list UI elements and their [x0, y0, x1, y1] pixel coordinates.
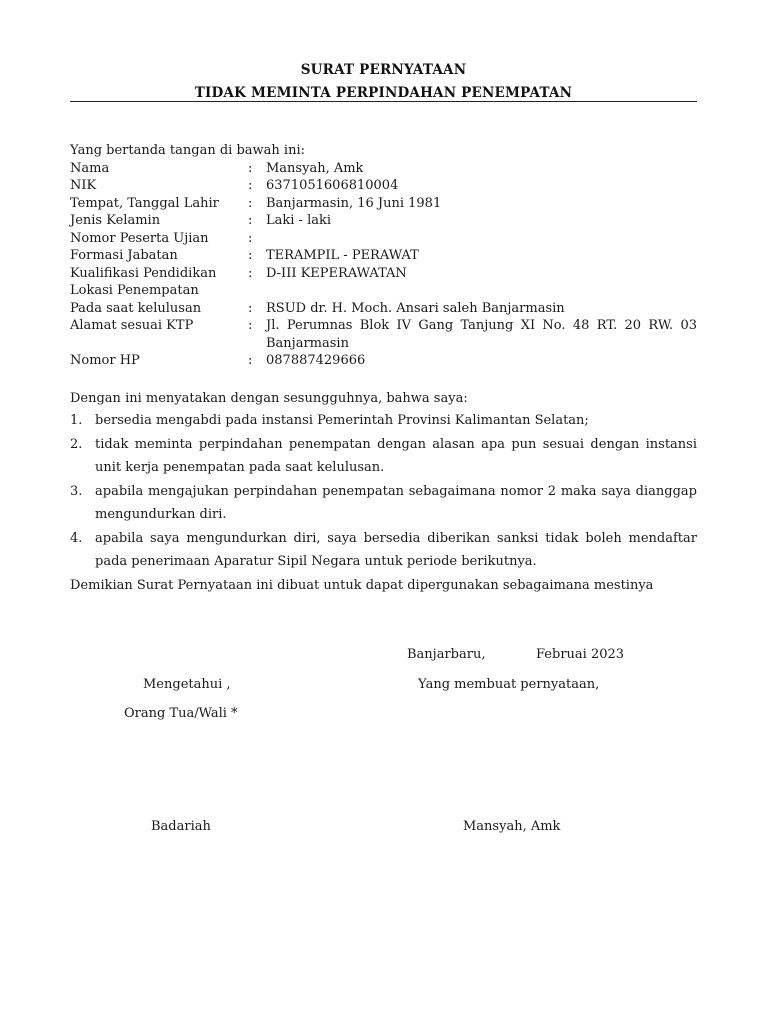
identity-row [70, 265, 697, 283]
identity-colon: : [248, 300, 253, 316]
identity-colon: : [248, 230, 253, 246]
identity-value [266, 282, 697, 300]
identity-value: RSUD dr. H. Moch. Ansari saleh Banjarmasin [266, 300, 565, 316]
identity-colon: : [248, 178, 253, 193]
identity-label: Jenis Kelamin [70, 213, 161, 228]
list-item-text: tidak meminta perpindahan penempatan dengan alasan apa pun sesuai dengan instansi unit kerja penempatan pada saat kelulusan. [95, 436, 697, 475]
declarant-heading: Yang membuat pernyataan, [418, 677, 600, 692]
acknowledged-heading: Mengetahui , [143, 677, 231, 692]
identity-label: Lokasi Penempatan [70, 283, 199, 298]
identity-label: Pada saat kelulusan [70, 300, 202, 316]
identity-colon: : [248, 248, 253, 263]
identity-row [70, 247, 697, 265]
identity-value [266, 230, 697, 248]
list-item-number: 2. [70, 436, 83, 452]
signature-place: Banjarbaru, [407, 647, 486, 662]
closing-paragraph: Demikian Surat Pernyataan ini dibuat untuk dapat dipergunakan sebagaimana mestinya [70, 578, 654, 593]
identity-value: Banjarmasin, 16 Juni 1981 [266, 195, 442, 211]
identity-label: Alamat sesuai KTP [70, 318, 194, 333]
declarant-name: Mansyah, Amk [463, 819, 561, 834]
statement-list [70, 409, 697, 574]
identity-value: Mansyah, Amk [266, 160, 364, 176]
list-item-text: apabila mengajukan perpindahan penempatan sebagaimana nomor 2 maka saya dianggap mengundurkan diri. [95, 483, 697, 522]
declaration-intro: Dengan ini menyatakan dengan sesungguhnya, bahwa saya: [70, 391, 468, 406]
identity-row [70, 177, 697, 195]
identity-value: 087887429666 [266, 353, 366, 368]
identity-table [70, 160, 697, 370]
identity-colon: : [248, 213, 253, 228]
list-item [70, 527, 697, 574]
signature-date: Februai 2023 [536, 647, 625, 662]
identity-colon: : [248, 318, 253, 333]
identity-value: Laki - laki [266, 213, 332, 228]
identity-value: Jl. Perumnas Blok IV Gang Tanjung XI No. 48 RT. 20 RW. 03 Banjarmasin [266, 318, 697, 351]
identity-colon: : [248, 195, 253, 211]
list-item-text: apabila saya mengundurkan diri, saya bersedia diberikan sanksi tidak boleh mendaftar pada penerimaan Aparatur Sipil Negara untuk periode berikutnya. [95, 530, 697, 569]
document-subtitle: TIDAK MEMINTA PERPINDAHAN PENEMPATAN [194, 85, 573, 101]
identity-value: D-III KEPERAWATAN [266, 265, 407, 281]
identity-label: Kualifikasi Pendidikan [70, 265, 217, 281]
identity-label: Nama [70, 160, 110, 176]
identity-row [70, 352, 697, 370]
list-item [70, 480, 697, 527]
identity-colon [248, 282, 266, 300]
identity-row [70, 317, 697, 352]
identity-row [70, 195, 697, 213]
identity-label: Tempat, Tanggal Lahir [70, 195, 219, 211]
list-item [70, 433, 697, 480]
identity-colon: : [248, 160, 253, 176]
intro-text: Yang bertanda tangan di bawah ini: [70, 143, 305, 158]
identity-label: Nomor HP [70, 353, 140, 368]
identity-row [70, 160, 697, 178]
identity-value: 6371051606810004 [266, 178, 399, 193]
document-title: SURAT PERNYATAAN [300, 62, 467, 78]
list-item-number: 1. [70, 413, 83, 428]
identity-label: Formasi Jabatan [70, 248, 178, 263]
identity-colon: : [248, 265, 253, 281]
identity-colon: : [248, 353, 253, 368]
identity-row [70, 282, 697, 300]
list-item [70, 409, 697, 433]
identity-label: Nomor Peserta Ujian [70, 230, 209, 246]
identity-row [70, 300, 697, 318]
identity-label: NIK [70, 178, 97, 193]
identity-row [70, 212, 697, 230]
list-item-text: bersedia mengabdi pada instansi Pemerintah Provinsi Kalimantan Selatan; [95, 413, 589, 428]
identity-value: TERAMPIL - PERAWAT [266, 248, 419, 263]
title-underline [70, 101, 697, 102]
identity-row [70, 230, 697, 248]
list-item-number: 4. [70, 530, 83, 546]
guardian-name: Badariah [151, 819, 211, 834]
list-item-number: 3. [70, 483, 83, 499]
guardian-role: Orang Tua/Wali * [124, 706, 238, 721]
